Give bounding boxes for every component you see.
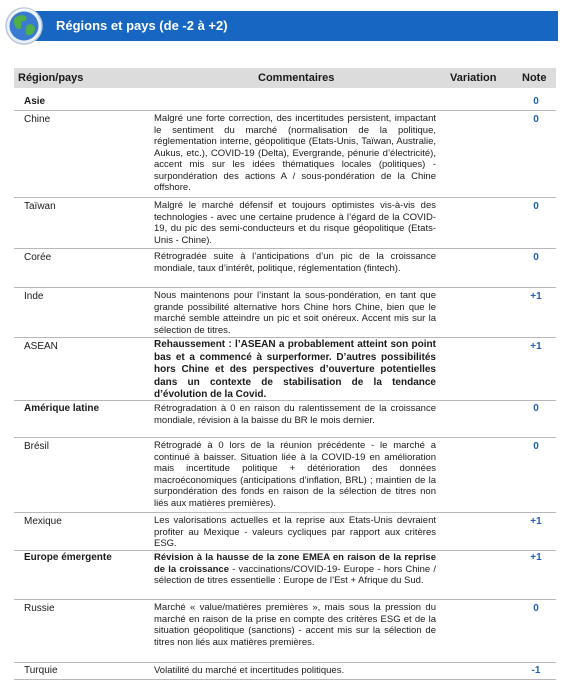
note-cell: 0 (533, 403, 539, 414)
region-cell: Chine (24, 114, 51, 125)
comment-cell: Marché « value/matières premières », mais sous la pression du marché en raison de la prise en compte des critères ESG et de la situation géopolitique (sanctions) - accent mis sur la sélection de titres non liés aux matières premières. (154, 602, 436, 648)
note-cell: 0 (533, 96, 539, 107)
section-header (4, 6, 558, 46)
note-cell: 0 (533, 201, 539, 212)
comment-cell: Rétrogradée suite à l’anticipations d’un pic de la croissance mondiale, taux d’intérêt, politique, réglementation (fintech). (154, 251, 436, 274)
region-cell: Inde (24, 291, 44, 302)
comment-emphasis: Révision à la hausse de la zone EMEA en raison de la reprise de la croissance (154, 552, 436, 575)
note-cell: 0 (533, 252, 539, 263)
comment-cell (154, 552, 436, 587)
comment-cell: Malgré le marché défensif et toujours optimistes vis-à-vis des technologies - avec une certaine prudence à l’égard de la COVID-19, du pic des semi-conducteurs et du risque géopolitique (Etats-Unis - Chine). (154, 200, 436, 246)
region-cell: Asie (24, 96, 46, 107)
note-cell: +1 (530, 516, 542, 527)
page-title: Régions et pays (de -2 à +2) (56, 18, 228, 33)
region-cell: Corée (24, 252, 52, 263)
region-cell: Europe émergente (24, 552, 112, 563)
region-cell: Russie (24, 603, 55, 614)
note-cell: +1 (530, 341, 542, 352)
comment-cell: Les valorisations actuelles et la reprise aux Etats-Unis devraient profiter au Mexique - valeurs cycliques par rapport aux critères ESG. (154, 515, 436, 549)
region-cell: Taïwan (24, 201, 56, 212)
globe-icon (4, 6, 44, 46)
column-header-comments: Commentaires (258, 72, 335, 84)
region-cell: Brésil (24, 441, 50, 452)
comment-cell: Rétrogradé à 0 lors de la réunion précédente - le marché a continué à baisser. Situation liée à la COVID-19 en amélioration mais incertitude politique + détérioration des données macroéconomiques (anticipations d’inflation, BRL) ; maintien de la surpondération des fonds en raison de la sélection de titres non liés aux matières premières). (154, 440, 436, 509)
region-cell: Mexique (24, 516, 62, 527)
comment-text: - vaccinations/COVID-19- Europe - hors Chine / sélection de titres essentielle : Europe de l’Est + Afrique du Sud. (154, 563, 436, 586)
column-header-variation: Variation (450, 72, 497, 84)
table-row (14, 92, 556, 111)
note-cell: +1 (530, 291, 542, 302)
comment-cell: Rehaussement : l’ASEAN a probablement atteint son point bas et a commencé à surperformer. D’autres possibilités hors Chine et des perspectives d’ouverture potentielles dans un contexte de stabilisation de la tendance d’évolution de la Covid. (154, 339, 436, 400)
column-header-note: Note (522, 72, 547, 84)
comment-cell: Volatilité du marché et incertitudes politiques. (154, 665, 345, 676)
comment-cell: Nous maintenons pour l’instant la sous-pondération, en tant que grande possibilité alternative hors Chine hors Chine, bien que le marché semble atteindre un pic et soit onéreux. Accent mis sur la sélection de titres. (154, 290, 436, 336)
comment-cell: Malgré une forte correction, des incertitudes persistent, impactant le sentiment du marché (normalisation de la politique, réglementation interne, géopolitique (Etats-Unis, Taïwan, Australie, Aukus, etc.), COVID-19 (Delta), Evergrande, pénurie d’électricité), accent mis sur les idées thématiques locales (politiques) - surpondération des actions A / sous-pondération de la Chine offshore. (154, 113, 436, 193)
comment-cell: Rétrogradation à 0 en raison du ralentissement de la croissance mondiale, révision à la baisse du BR le mois dernier. (154, 403, 436, 426)
note-cell: 0 (533, 441, 539, 452)
note-cell: +1 (530, 552, 542, 563)
region-cell: Turquie (24, 665, 58, 676)
note-cell: 0 (533, 603, 539, 614)
region-cell: Amérique latine (24, 403, 100, 414)
column-header-region: Région/pays (18, 72, 84, 84)
region-cell: ASEAN (24, 341, 58, 352)
note-cell: 0 (533, 114, 539, 125)
note-cell: -1 (531, 665, 541, 676)
